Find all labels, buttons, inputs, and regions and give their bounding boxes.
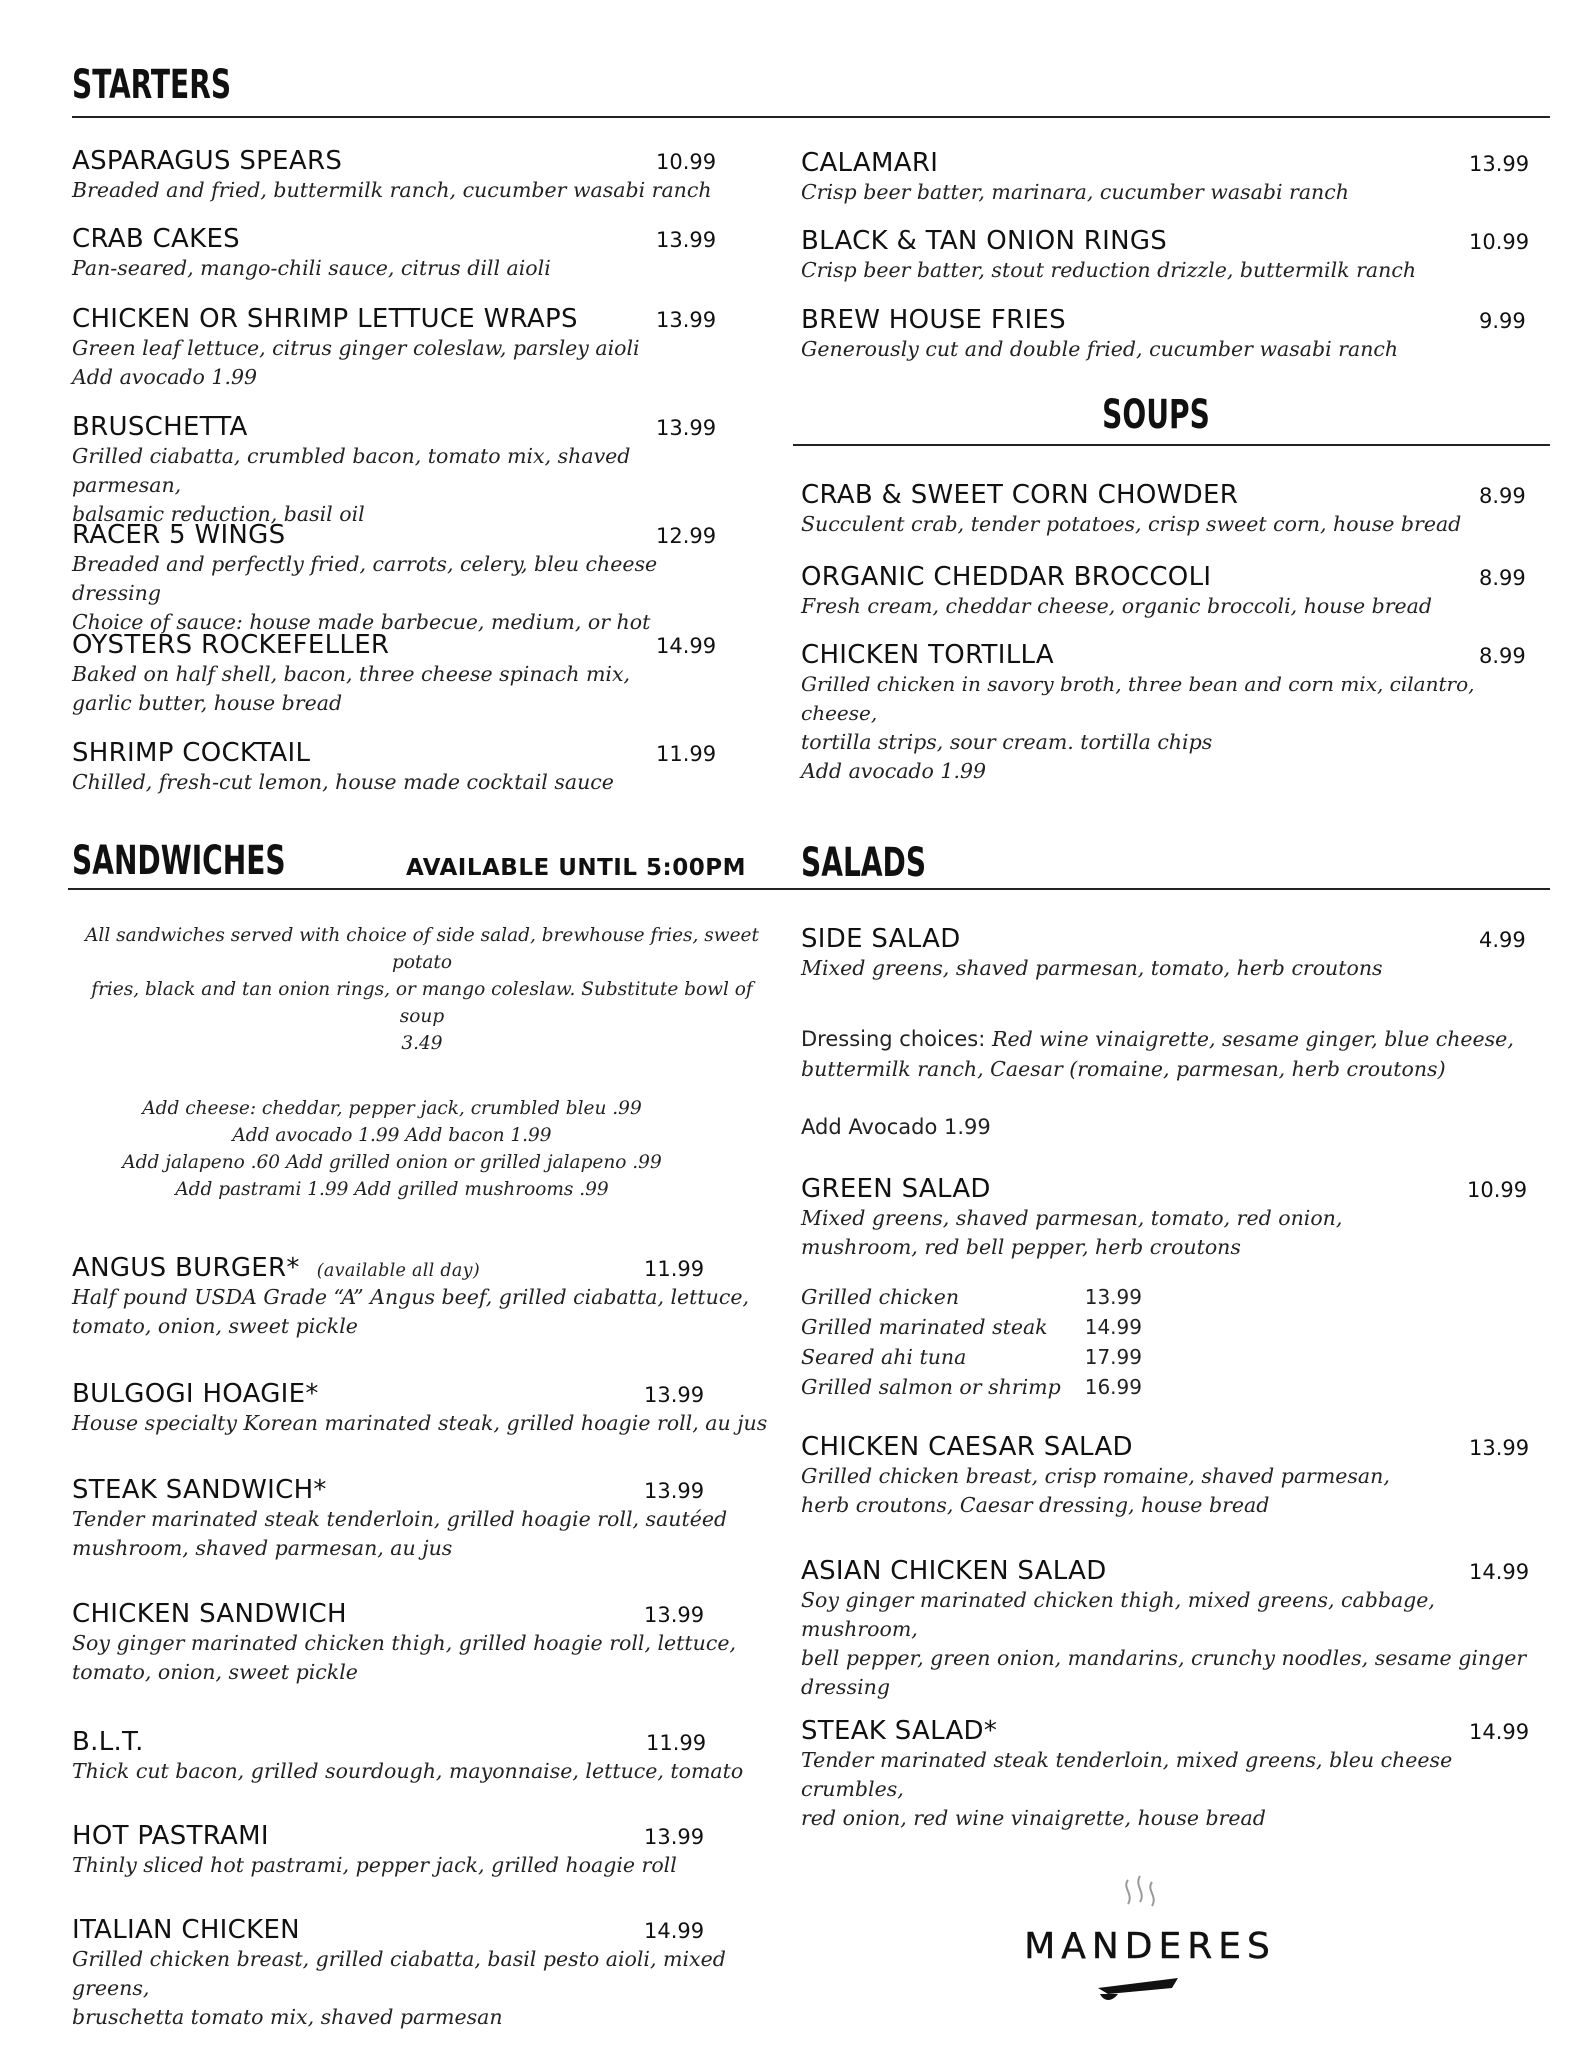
intro-line: fries, black and tan onion rings, or mango coleslaw. Substitute bowl of soup: [91, 979, 753, 1027]
item-price: 13.99: [644, 1603, 705, 1627]
salads-heading: SALADS: [801, 840, 927, 886]
item-description: mushroom, red bell pepper, herb croutons: [801, 1235, 1241, 1259]
menu-item: [801, 924, 1531, 1024]
manderes-logo: [1000, 1870, 1300, 2020]
item-description: tortilla strips, sour cream. tortilla chips: [801, 730, 1213, 754]
item-name: ITALIAN CHICKEN: [72, 1915, 300, 1945]
item-description: Thinly sliced hot pastrami, pepper jack, grilled hoagie roll: [72, 1853, 677, 1877]
item-price: 13.99: [644, 1825, 705, 1849]
starters-left-column: [72, 146, 717, 818]
protein-label: Grilled salmon or shrimp: [801, 1375, 1061, 1399]
item-price: 13.99: [656, 228, 717, 252]
item-description: Succulent crab, tender potatoes, crisp sweet corn, house bread: [801, 512, 1462, 536]
logo-wordmark: MANDERES: [1024, 1926, 1276, 1967]
starters-rule: [72, 116, 1550, 118]
item-description: Crisp beer batter, marinara, cucumber wasabi ranch: [801, 180, 1349, 204]
menu-item: [72, 1475, 772, 1599]
lower-section-rule: [68, 888, 1550, 890]
item-price: 13.99: [644, 1383, 705, 1407]
soups-column: [801, 480, 1531, 783]
item-price: 14.99: [1469, 1720, 1530, 1744]
menu-item: [72, 412, 717, 526]
item-price: 13.99: [656, 308, 717, 332]
menu-item: [801, 640, 1531, 783]
item-description: Fresh cream, cheddar cheese, organic broccoli, house bread: [801, 594, 1433, 618]
sandwiches-column: [72, 922, 772, 2029]
item-name: CHICKEN CAESAR SALAD: [801, 1432, 1133, 1462]
sandwiches-heading: SANDWICHES: [72, 838, 286, 884]
item-description: herb croutons, Caesar dressing, house bread: [801, 1493, 1270, 1517]
menu-item: [801, 1174, 1531, 1272]
protein-price: 14.99: [1084, 1315, 1142, 1339]
item-description: Soy ginger marinated chicken thigh, grilled hoagie roll, lettuce,: [72, 1631, 736, 1655]
dressing-line: [801, 1024, 1531, 1054]
soups-heading: SOUPS: [1102, 392, 1210, 438]
item-price: 8.99: [1479, 566, 1526, 590]
menu-item: [72, 224, 717, 304]
item-price: 13.99: [1469, 152, 1530, 176]
menu-item: [72, 1727, 772, 1821]
starters-heading: STARTERS: [72, 62, 232, 108]
menu-item: [72, 738, 717, 818]
protein-row: [801, 1312, 1142, 1342]
protein-label: Grilled chicken: [801, 1285, 960, 1309]
menu-item: [801, 305, 1526, 383]
item-name: GREEN SALAD: [801, 1174, 991, 1204]
item-description: Grilled ciabatta, crumbled bacon, tomato mix, shaved parmesan,: [72, 444, 631, 497]
protein-addons: [801, 1282, 1142, 1402]
item-description: Mixed greens, shaved parmesan, tomato, herb croutons: [801, 956, 1383, 980]
protein-price: 16.99: [1084, 1375, 1142, 1399]
item-price: 10.99: [1467, 1178, 1528, 1202]
menu-item: [801, 1716, 1531, 1830]
item-description: House specialty Korean marinated steak, grilled hoagie roll, au jus: [72, 1411, 768, 1435]
sandwich-addons: [72, 1095, 712, 1203]
item-description: bruschetta tomato mix, shaved parmesan: [72, 2005, 503, 2029]
item-price: 10.99: [1469, 230, 1530, 254]
item-price: 8.99: [1479, 484, 1526, 508]
menu-item: [72, 520, 717, 634]
item-name: CHICKEN SANDWICH: [72, 1599, 347, 1629]
item-name: CHICKEN OR SHRIMP LETTUCE WRAPS: [72, 304, 578, 334]
item-price: 11.99: [644, 1257, 705, 1281]
item-description: Add avocado 1.99: [72, 365, 258, 389]
menu-item: [801, 1556, 1531, 1716]
item-name: ASIAN CHICKEN SALAD: [801, 1556, 1107, 1586]
menu-item: [801, 148, 1530, 226]
item-price: 12.99: [656, 524, 717, 548]
menu-item: [801, 480, 1531, 562]
protein-row: [801, 1342, 1142, 1372]
item-description: Chilled, fresh-cut lemon, house made cocktail sauce: [72, 770, 614, 794]
item-description: Mixed greens, shaved parmesan, tomato, red onion,: [801, 1206, 1343, 1230]
item-price: 11.99: [646, 1731, 707, 1755]
item-description: Tender marinated steak tenderloin, mixed greens, bleu cheese crumbles,: [801, 1748, 1453, 1801]
item-description: Grilled chicken in savory broth, three bean and corn mix, cilantro, cheese,: [801, 672, 1475, 725]
dressing-line: buttermilk ranch, Caesar (romaine, parmesan, herb croutons): [801, 1057, 1446, 1081]
item-name: STEAK SALAD*: [801, 1716, 998, 1746]
item-description: Crisp beer batter, stout reduction drizzle, buttermilk ranch: [801, 258, 1417, 282]
item-name: ASPARAGUS SPEARS: [72, 146, 343, 176]
item-description: Add avocado 1.99: [801, 759, 987, 783]
item-name: BULGOGI HOAGIE*: [72, 1379, 319, 1409]
protein-row: [801, 1372, 1142, 1402]
item-description: Baked on half shell, bacon, three cheese spinach mix,: [72, 662, 631, 686]
item-price: 9.99: [1479, 309, 1526, 333]
item-name: CALAMARI: [801, 148, 939, 178]
menu-item: [72, 1821, 772, 1915]
item-name: SIDE SALAD: [801, 924, 961, 954]
addon-line: Add jalapeno .60 Add grilled onion or grilled jalapeno .99: [122, 1152, 662, 1173]
item-note: (available all day): [316, 1261, 480, 1281]
item-price: 13.99: [644, 1479, 705, 1503]
menu-item: [72, 1915, 772, 2029]
item-name: ORGANIC CHEDDAR BROCCOLI: [801, 562, 1212, 592]
item-price: 10.99: [656, 150, 717, 174]
item-description: Pan-seared, mango-chili sauce, citrus dill aioli: [72, 256, 551, 280]
item-description: Soy ginger marinated chicken thigh, mixed greens, cabbage, mushroom,: [801, 1588, 1435, 1641]
menu-item: [801, 1432, 1531, 1556]
protein-label: Grilled marinated steak: [801, 1315, 1048, 1339]
item-price: 8.99: [1479, 644, 1526, 668]
intro-line: 3.49: [401, 1033, 443, 1054]
soups-rule: [793, 444, 1550, 446]
item-price: 13.99: [656, 416, 717, 440]
menu-item: [72, 304, 717, 412]
item-name: BLACK & TAN ONION RINGS: [801, 226, 1168, 256]
sandwiches-availability: AVAILABLE UNTIL 5:00PM: [406, 855, 746, 881]
protein-label: Seared ahi tuna: [801, 1345, 967, 1369]
item-name: HOT PASTRAMI: [72, 1821, 269, 1851]
protein-price: 17.99: [1084, 1345, 1142, 1369]
item-price: 14.99: [644, 1919, 705, 1943]
item-description: garlic butter, house bread: [72, 691, 343, 715]
menu-item: [72, 1599, 772, 1727]
item-price: 4.99: [1479, 928, 1526, 952]
item-name: OYSTERS ROCKEFELLER: [72, 630, 390, 660]
protein-price: 13.99: [1084, 1285, 1142, 1309]
dressing-choices: [801, 1024, 1531, 1084]
item-description: tomato, onion, sweet pickle: [72, 1314, 358, 1338]
starters-right-column: [801, 148, 1530, 383]
item-description: Breaded and fried, buttermilk ranch, cucumber wasabi ranch: [72, 178, 712, 202]
salads-column: [801, 924, 1531, 1830]
item-name: SHRIMP COCKTAIL: [72, 738, 311, 768]
item-description: Half pound USDA Grade “A” Angus beef, grilled ciabatta, lettuce,: [72, 1285, 749, 1309]
item-name: BRUSCHETTA: [72, 412, 248, 442]
item-description: bell pepper, green onion, mandarins, crunchy noodles, sesame ginger: [801, 1646, 1527, 1670]
item-name: CHICKEN TORTILLA: [801, 640, 1054, 670]
dressing-options: Red wine vinaigrette, sesame ginger, blue cheese,: [992, 1027, 1514, 1051]
addon-line: Add avocado 1.99 Add bacon 1.99: [232, 1125, 552, 1146]
item-description: Choice of sauce: house made barbecue, medium, or hot: [72, 610, 651, 634]
item-price: 11.99: [656, 742, 717, 766]
item-description: Grilled chicken breast, grilled ciabatta, basil pesto aioli, mixed greens,: [72, 1947, 726, 2000]
item-description: Thick cut bacon, grilled sourdough, mayonnaise, lettuce, tomato: [72, 1759, 744, 1783]
protein-row: [801, 1282, 1142, 1312]
menu-item: [72, 1379, 772, 1475]
item-description: Green leaf lettuce, citrus ginger coleslaw, parsley aioli: [72, 336, 640, 360]
item-description: Generously cut and double fried, cucumber wasabi ranch: [801, 337, 1399, 361]
menu-item: [72, 1253, 772, 1379]
addon-line: Add pastrami 1.99 Add grilled mushrooms .99: [175, 1179, 609, 1200]
item-name-text: ANGUS BURGER*: [72, 1253, 300, 1283]
item-description: Grilled chicken breast, crisp romaine, shaved parmesan,: [801, 1464, 1390, 1488]
menu-item: [72, 146, 717, 224]
dressing-label: Dressing choices:: [801, 1027, 986, 1051]
item-description: red onion, red wine vinaigrette, house bread: [801, 1806, 1266, 1830]
item-name: BREW HOUSE FRIES: [801, 305, 1066, 335]
item-description: mushroom, shaved parmesan, au jus: [72, 1536, 453, 1560]
item-price: 14.99: [656, 634, 717, 658]
addon-line: Add cheese: cheddar, pepper jack, crumbled bleu .99: [142, 1098, 642, 1119]
item-description: Breaded and perfectly fried, carrots, celery, bleu cheese dressing: [72, 552, 658, 605]
intro-line: All sandwiches served with choice of side salad, brewhouse fries, sweet potato: [85, 925, 759, 973]
item-description: balsamic reduction, basil oil: [72, 502, 365, 526]
menu-item: [72, 630, 717, 738]
menu-item: [801, 226, 1530, 305]
item-name: RACER 5 WINGS: [72, 520, 286, 550]
item-price: 13.99: [1469, 1436, 1530, 1460]
menu-item: [801, 562, 1531, 640]
item-name: STEAK SANDWICH*: [72, 1475, 327, 1505]
item-name: CRAB & SWEET CORN CHOWDER: [801, 480, 1239, 510]
add-avocado: Add Avocado 1.99: [801, 1115, 991, 1139]
sandwich-intro: [72, 922, 772, 1057]
item-description: tomato, onion, sweet pickle: [72, 1660, 358, 1684]
item-description: dressing: [801, 1675, 890, 1699]
item-description: Tender marinated steak tenderloin, grilled hoagie roll, sautéed: [72, 1507, 728, 1531]
item-name: CRAB CAKES: [72, 224, 240, 254]
item-price: 14.99: [1469, 1560, 1530, 1584]
item-name: B.L.T.: [72, 1727, 144, 1757]
